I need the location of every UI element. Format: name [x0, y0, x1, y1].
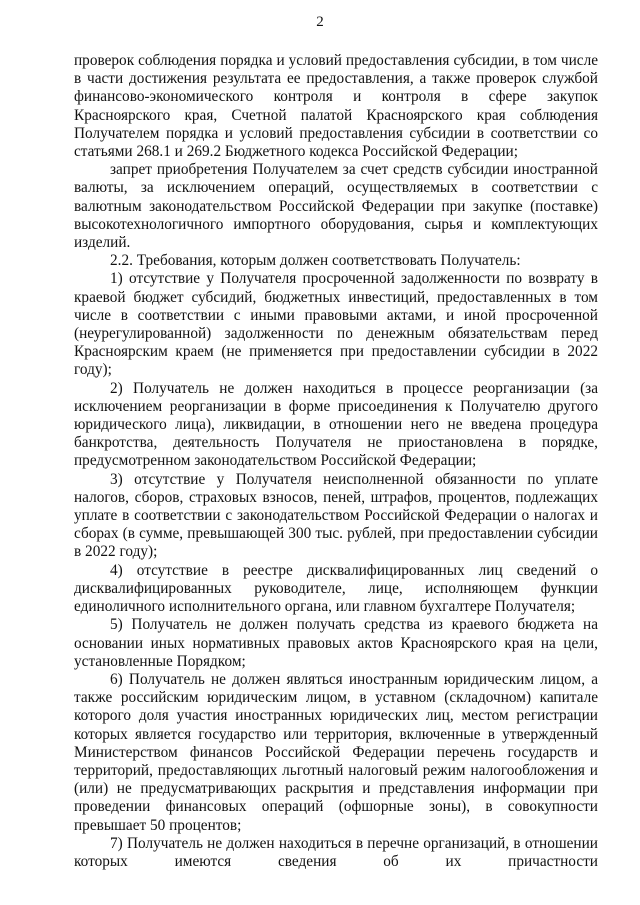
paragraph-requirement-4: 4) отсутствие в реестре дисквалифицированных лиц сведений о дисквалифицированных руководителе, лице, исполняющем функции единоличного исполнительного органа, или главном бухгалтере Получателя; — [74, 561, 598, 616]
page-number: 2 — [316, 14, 324, 30]
paragraph-requirement-1: 1) отсутствие у Получателя просроченной задолженности по возврату в краевой бюджет субсидий, бюджетных инвестиций, предоставленных в том числе в соответствии с иными правовыми актами, и иной просроченной (неурегулированной) задолженности по денежным обязательствам перед Красноярским краем (не применяется при предоставлении субсидии в 2022 году); — [74, 270, 598, 379]
paragraph-requirement-7: 7) Получатель не должен находиться в перечне организаций, в отношении которых имеются сведения об их причастности — [74, 834, 598, 870]
paragraph-requirement-3: 3) отсутствие у Получателя неисполненной обязанности по уплате налогов, сборов, страховых взносов, пеней, штрафов, процентов, подлежащих уплате в соответствии с законодательством Российской Федерации о налогах и сборах (в сумме, превышающей 300 тыс. рублей, при предоставлении субсидии в 2022 году); — [74, 470, 598, 561]
document-body — [74, 52, 598, 871]
paragraph-requirement-5: 5) Получатель не должен получать средства из краевого бюджета на основании иных нормативных правовых актов Красноярского края на цели, установленные Порядком; — [74, 616, 598, 670]
paragraph-requirements-heading: 2.2. Требования, которым должен соответствовать Получатель: — [110, 252, 521, 270]
paragraph-requirement-6: 6) Получатель не должен являться иностранным юридическим лицом, а также российским юридическим лицом, в уставном (складочном) капитале которого доля участия иностранных юридических лиц, местом регистрации которых является государство или территория, включенные в утвержденный Министерством финансов Российской Федерации перечень государств и территорий, предоставляющих льготный налоговый режим налогообложения и (или) не предусматривающих раскрытия и представления информации при проведении финансовых операций (офшорные зоны), в совокупности превышает 50 процентов; — [74, 670, 598, 834]
paragraph-requirement-2: 2) Получатель не должен находиться в процессе реорганизации (за исключением реорганизации в форме присоединения к Получателю другого юридического лица), ликвидации, в отношении него не введена процедура банкротства, деятельность Получателя не приостановлена в порядке, предусмотренном законодательством Российской Федерации; — [74, 379, 598, 470]
paragraph-inspections-continuation: проверок соблюдения порядка и условий предоставления субсидии, в том числе в части достижения результата ее предоставления, а также проверок службой финансово-экономического контроля и контроля в сфере закупок Красноярского края, Счетной палатой Красноярского края соблюдения Получателем порядка и условий предоставления субсидии в соответствии со статьями 268.1 и 269.2 Бюджетного кодекса Российской Федерации; — [74, 52, 598, 161]
paragraph-currency-ban: запрет приобретения Получателем за счет средств субсидии иностранной валюты, за исключением операций, осуществляемых в соответствии с валютным законодательством Российской Федерации при закупке (поставке) высокотехнологичного импортного оборудования, сырья и комплектующих изделий. — [74, 161, 598, 252]
